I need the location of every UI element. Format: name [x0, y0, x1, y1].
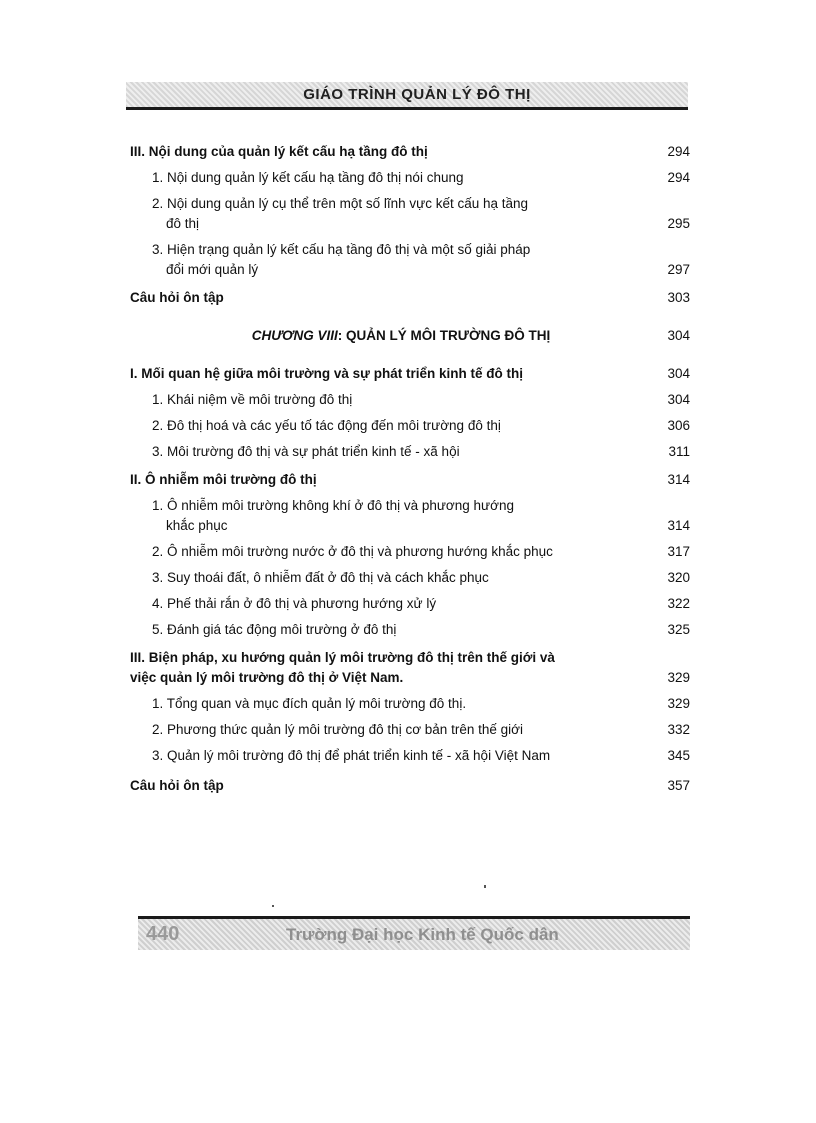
toc-page-number: 295	[667, 216, 690, 231]
scan-speck	[272, 905, 274, 907]
toc-entry-line: Câu hỏi ôn tập	[130, 290, 224, 305]
toc-entry-continuation: đô thị	[166, 216, 200, 231]
toc-entry-continuation: đổi mới quản lý	[166, 262, 259, 277]
toc-page-number: 297	[667, 262, 690, 277]
toc-entry-title	[130, 390, 650, 410]
toc-entry	[130, 442, 690, 462]
toc-entry-title	[130, 776, 650, 796]
toc-page-number: 357	[667, 778, 690, 793]
toc-entry-title	[130, 470, 650, 490]
chapter-label: CHƯƠNG VIII	[251, 328, 338, 343]
toc-entry	[130, 746, 690, 766]
toc-entry	[130, 168, 690, 188]
toc-section	[130, 364, 690, 384]
toc-page-number: 322	[667, 596, 690, 611]
toc-entry-line: 4. Phế thải rắn ở đô thị và phương hướng xử lý	[152, 596, 437, 611]
running-footer	[138, 916, 690, 950]
toc-entry	[130, 694, 690, 714]
toc-page-number: 304	[667, 366, 690, 381]
toc-page-number: 314	[667, 472, 690, 487]
toc-entry-line: 1. Tổng quan và mục đích quản lý môi trường đô thị.	[152, 696, 467, 711]
toc-entry-title	[130, 194, 650, 234]
toc-entry-title	[130, 594, 650, 614]
toc-entry-title	[130, 496, 650, 536]
toc-page-number: 314	[667, 518, 690, 533]
toc-entry-line: III. Nội dung của quản lý kết cấu hạ tầng đô thị	[130, 144, 428, 159]
toc-page-number: 329	[667, 696, 690, 711]
toc-entry-line: 3. Suy thoái đất, ô nhiễm đất ở đô thị và cách khắc phục	[152, 570, 489, 585]
toc-entry-title	[130, 746, 650, 766]
toc-entry	[130, 620, 690, 640]
toc-section	[130, 142, 690, 162]
toc-entry-line: 2. Nội dung quản lý cụ thể trên một số lĩnh vực kết cấu hạ tầng	[152, 196, 529, 211]
toc-entry-title	[130, 142, 650, 162]
toc-entry	[130, 568, 690, 588]
toc-section	[130, 648, 690, 688]
toc-entry-title	[130, 620, 650, 640]
toc-page-number: 320	[667, 570, 690, 585]
toc-entry-title	[130, 168, 650, 188]
toc-entry-line: 2. Ô nhiễm môi trường nước ở đô thị và phương hướng khắc phục	[152, 544, 553, 559]
toc-entry-title	[130, 240, 650, 280]
toc-page-number: 294	[667, 144, 690, 159]
toc-entry-title	[130, 568, 650, 588]
toc-entry-line: I. Mối quan hệ giữa môi trường và sự phát triển kinh tế đô thị	[130, 366, 523, 381]
running-header	[126, 82, 688, 110]
book-title: GIÁO TRÌNH QUẢN LÝ ĐÔ THỊ	[303, 86, 531, 103]
toc-entry-continuation: việc quản lý môi trường đô thị ở Việt Nam.	[130, 670, 404, 685]
toc-section	[130, 288, 690, 308]
toc-entry-line: III. Biện pháp, xu hướng quản lý môi trường đô thị trên thế giới và	[130, 650, 555, 665]
toc-page-number: 304	[667, 328, 690, 343]
toc-entry	[130, 720, 690, 740]
page-number: 440	[146, 923, 180, 945]
toc-entry	[130, 594, 690, 614]
toc-page-number: 329	[667, 670, 690, 685]
toc-page-number: 332	[667, 722, 690, 737]
toc-section	[130, 470, 690, 490]
toc-page-number: 303	[667, 290, 690, 305]
toc-entry-line: 2. Phương thức quản lý môi trường đô thị cơ bản trên thế giới	[152, 722, 523, 737]
toc-entry-title	[130, 720, 650, 740]
toc-entry-line: 1. Nội dung quản lý kết cấu hạ tầng đô thị nói chung	[152, 170, 464, 185]
toc-entry-title	[130, 648, 650, 688]
toc-page-number: 345	[667, 748, 690, 763]
toc-entry-line: 3. Môi trường đô thị và sự phát triển kinh tế - xã hội	[152, 444, 460, 459]
toc-entry-line: 1. Ô nhiễm môi trường không khí ở đô thị và phương hướng	[152, 498, 514, 513]
toc-entry	[130, 240, 690, 280]
toc-entry	[130, 390, 690, 410]
toc-entry-title	[130, 442, 650, 462]
toc-entry-title	[130, 542, 650, 562]
toc-page-number: 311	[668, 444, 690, 459]
publisher-name: Trường Đại học Kinh tế Quốc dân	[286, 924, 559, 944]
toc-entry-title	[130, 364, 650, 384]
toc-page-number: 306	[667, 418, 690, 433]
toc-entry-line: 2. Đô thị hoá và các yếu tố tác động đến môi trường đô thị	[152, 418, 501, 433]
toc-entry-title	[130, 694, 650, 714]
table-of-contents	[130, 136, 690, 796]
chapter-title: : QUẢN LÝ MÔI TRƯỜNG ĐÔ THỊ	[337, 328, 551, 343]
toc-entry	[130, 496, 690, 536]
toc-page-number: 317	[667, 544, 690, 559]
toc-entry-line: 5. Đánh giá tác động môi trường ở đô thị	[152, 622, 397, 637]
toc-entry-line: Câu hỏi ôn tập	[130, 778, 224, 793]
toc-entry-continuation: khắc phục	[166, 518, 228, 533]
toc-entry-line: 3. Hiện trạng quản lý kết cấu hạ tầng đô thị và một số giải pháp	[152, 242, 531, 257]
toc-entry-title	[130, 288, 650, 308]
toc-entry-title	[130, 416, 650, 436]
toc-page-number: 325	[667, 622, 690, 637]
toc-entry-line: 1. Khái niệm về môi trường đô thị	[152, 392, 353, 407]
toc-entry	[130, 194, 690, 234]
scan-speck	[484, 885, 486, 888]
toc-entry-line: 3. Quản lý môi trường đô thị để phát triển kinh tế - xã hội Việt Nam	[152, 748, 551, 763]
toc-entry-title	[130, 326, 650, 346]
toc-entry	[130, 416, 690, 436]
toc-page-number: 294	[667, 170, 690, 185]
toc-page-number: 304	[667, 392, 690, 407]
toc-section	[130, 776, 690, 796]
chapter-heading	[130, 326, 690, 346]
toc-entry-line: II. Ô nhiễm môi trường đô thị	[130, 472, 317, 487]
toc-entry	[130, 542, 690, 562]
